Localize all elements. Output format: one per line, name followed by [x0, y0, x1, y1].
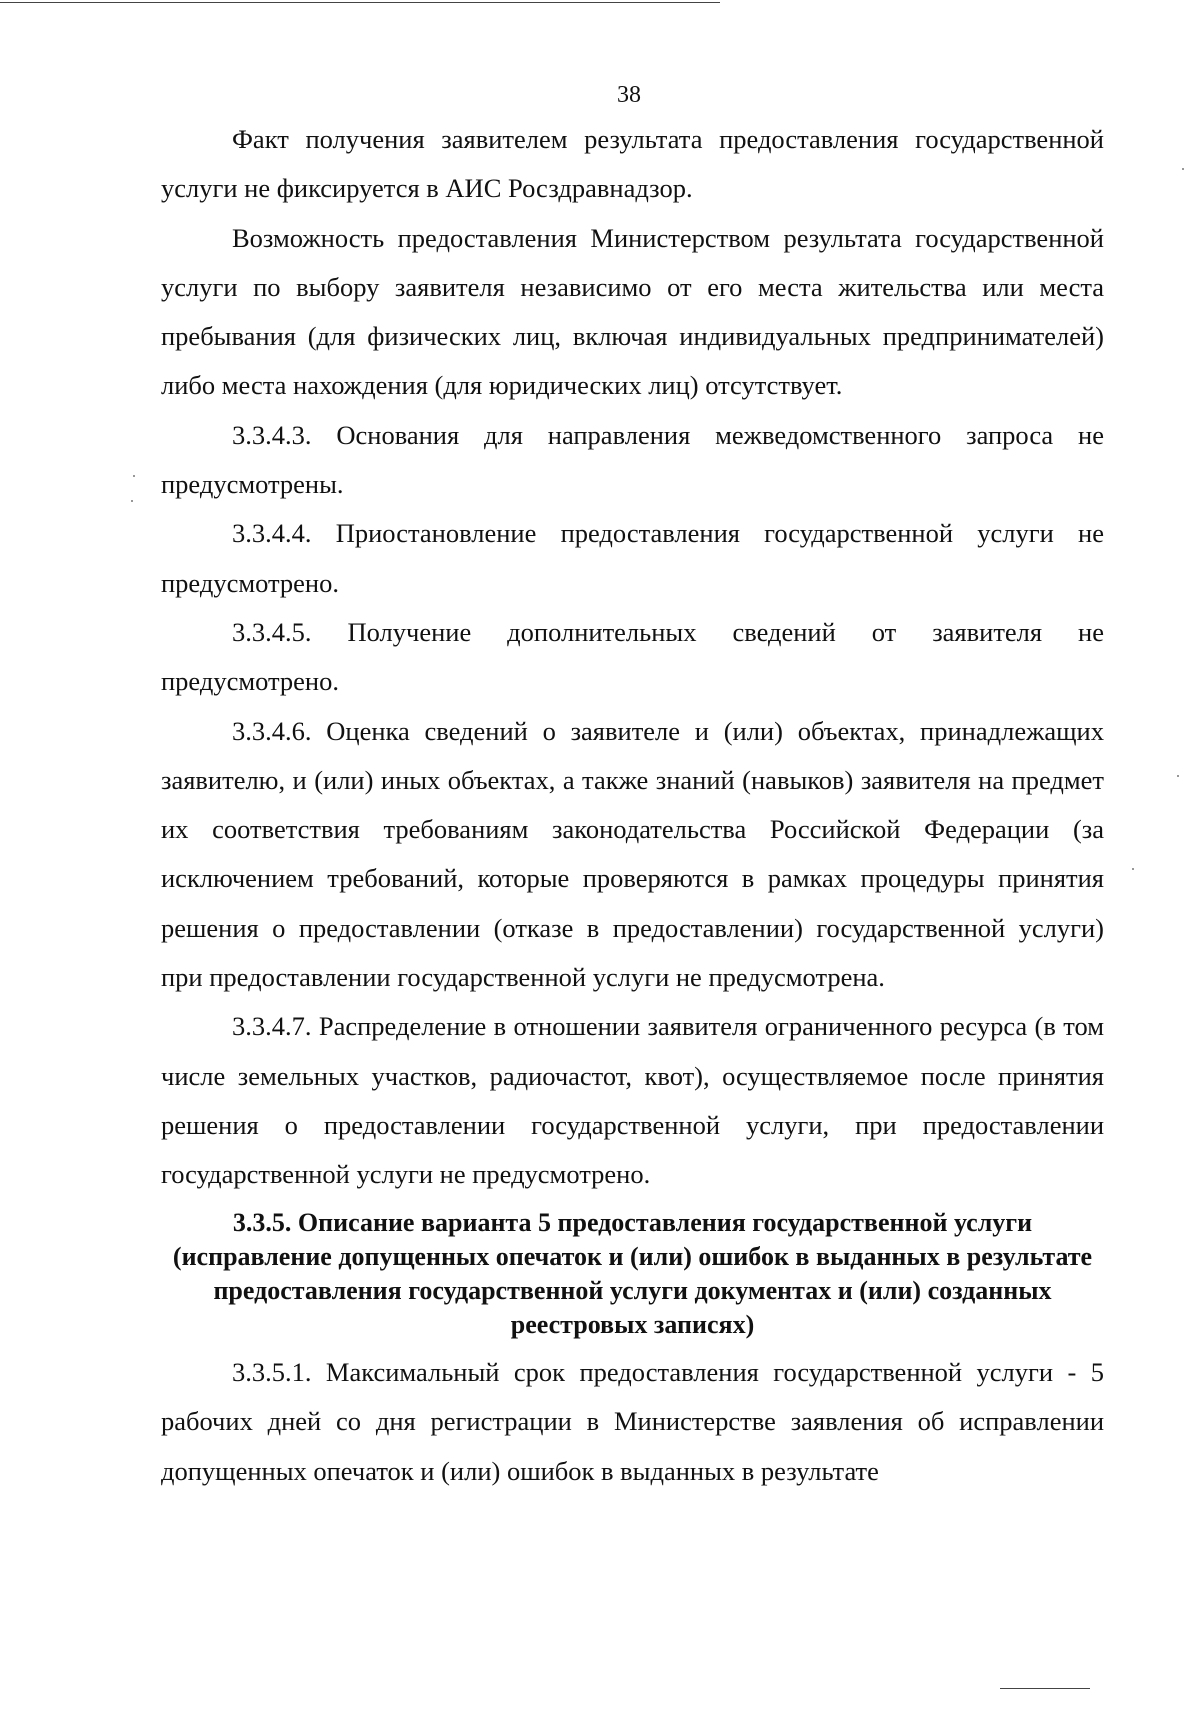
scan-speck	[133, 475, 135, 477]
body-text-before-heading	[161, 115, 1104, 1200]
paragraph: 3.3.4.5. Получение дополнительных сведений от заявителя не предусмотрено.	[161, 616, 1104, 697]
paragraph: Факт получения заявителем результата предоставления государственной услуги не фиксируется в АИС Росздравнадзор.	[161, 124, 1104, 204]
scan-speck	[131, 500, 133, 502]
scan-speck	[1177, 775, 1179, 777]
section-heading: 3.3.5. Описание варианта 5 предоставления государственной услуги (исправление допущенных опечаток и (или) ошибок в выданных в результате предоставления государственной услуги документах и (или) созданных реестровых записях)	[172, 1208, 1093, 1339]
scan-speck	[1182, 168, 1184, 170]
page-number: 38	[617, 82, 641, 108]
paragraph: Возможность предоставления Министерством результата государственной услуги по выбору заявителя независимо от его места жительства или места пребывания (для физических лиц, включая индивидуальных предпринимателей) либо места нахождения (для юридических лиц) отсутствует.	[161, 222, 1104, 401]
paragraph: 3.3.4.6. Оценка сведений о заявителе и (или) объектах, принадлежащих заявителю, и (или) иных объектах, а также знаний (навыков) заявителя на предмет их соответствия требованиям законодательства Российской Федерации (за исключением требований, которые проверяются в рамках процедуры принятия решения о предоставлении (отказе в предоставлении) государственной услуги) при предоставлении государственной услуги не предусмотрена.	[161, 715, 1104, 993]
paragraph: 3.3.5.1. Максимальный срок предоставления государственной услуги - 5 рабочих дней со дня регистрации в Министерстве заявления об исправлении допущенных опечаток и (или) ошибок в выданных в результате	[161, 1357, 1104, 1486]
scan-edge-line	[0, 2, 720, 3]
scan-speck	[1132, 868, 1134, 870]
scan-edge-line	[1000, 1688, 1090, 1689]
body-text-after-heading	[161, 1348, 1104, 1496]
paragraph: 3.3.4.4. Приостановление предоставления государственной услуги не предусмотрено.	[161, 518, 1104, 598]
paragraph: 3.3.4.3. Основания для направления межведомственного запроса не предусмотрены.	[161, 419, 1104, 500]
paragraph: 3.3.4.7. Распределение в отношении заявителя ограниченного ресурса (в том числе земельных участков, радиочастот, квот), осуществляемое после принятия решения о предоставлении государственной услуги, при предоставлении государственной услуги не предусмотрено.	[161, 1011, 1104, 1190]
